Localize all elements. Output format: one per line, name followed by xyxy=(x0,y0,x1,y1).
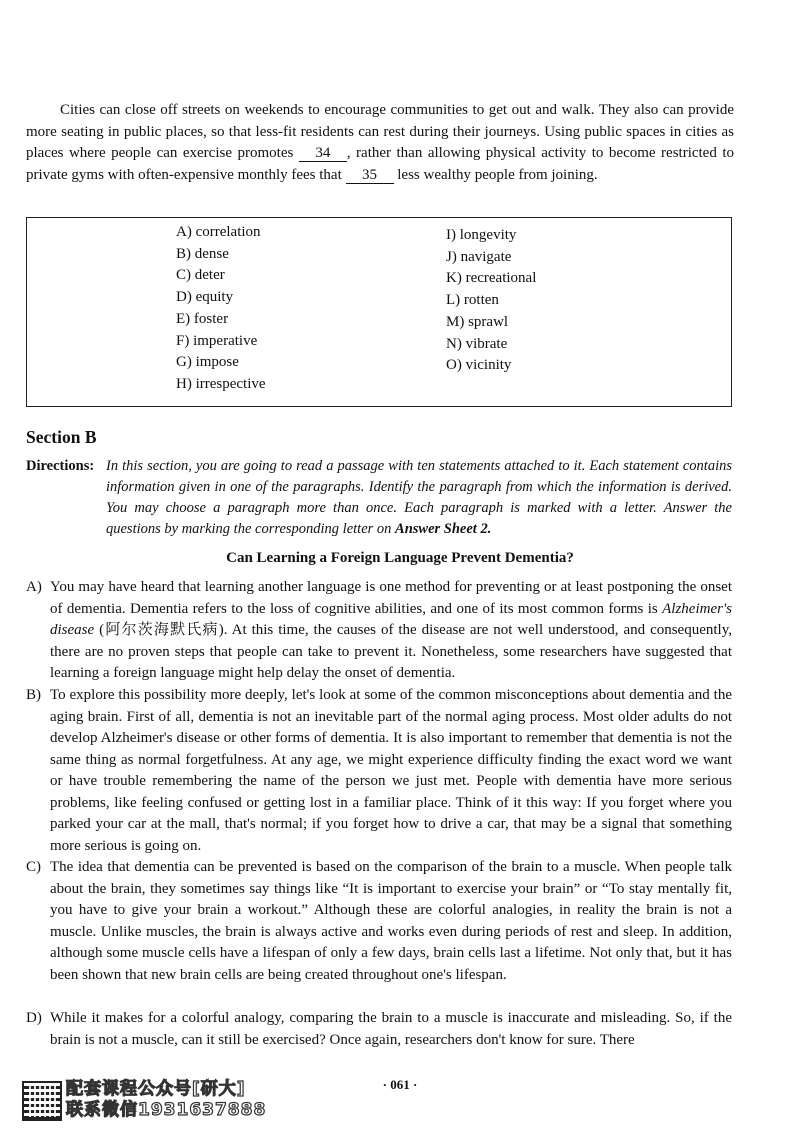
blank-35: 35 xyxy=(346,167,394,184)
word-option: F) imperative xyxy=(176,332,258,349)
alzheimers-term: Alzheimer's disease xyxy=(50,600,732,638)
paragraph-letter: B) xyxy=(26,687,41,703)
word-option: G) impose xyxy=(176,354,239,371)
paragraph-c xyxy=(26,857,732,986)
word-option: I) longevity xyxy=(446,227,517,243)
word-option: K) recreational xyxy=(446,270,537,287)
word-option: A) correlation xyxy=(176,224,261,240)
word-option: J) navigate xyxy=(446,248,512,265)
intro-paragraph xyxy=(26,100,734,186)
intro-text-3: less wealthy people from joining. xyxy=(393,166,598,183)
word-option: B) dense xyxy=(176,245,229,262)
word-option: H) irrespective xyxy=(176,375,266,392)
intro-text-2: , rather than allowing physical activity to become restricted to private gyms with often-expensive monthly fees that xyxy=(26,145,734,183)
paragraph-text: To explore this possibility more deeply, let's look at some of the common misconceptions about dementia and the aging brain. First of all, dementia is not an inevitable part of the normal aging process. Most older adults do not develop Alzheimer's disease or other forms of dementia. It is also important to remember that dementia is not the same thing as normal forgetfulness. At any age, we might experience difficulty finding the exact word we want or have trouble remembering the name of the person we just met. People with dementia have more serious problems, like feeling confused or getting lost in a familiar place. Think of it this way: If you forget where you parked your car at the mall, that's normal; if you forget how to drive a car, that may be a signal that something more serious is going on. xyxy=(50,687,732,854)
word-option: O) vicinity xyxy=(446,357,512,374)
paragraph-d xyxy=(26,1008,732,1051)
directions-body: In this section, you are going to read a passage with ten statements attached to it. Each statement contains information given in one of the paragraphs. Identify the paragraph from which the information is derived. You may choose a paragraph more than once. Each paragraph is marked with a letter. Answer the questions by marking the corresponding letter on xyxy=(106,458,732,537)
word-bank-left-column xyxy=(176,222,266,396)
passage-title: Can Learning a Foreign Language Prevent Dementia? xyxy=(226,550,574,566)
watermark-line-2: 联系微信1931637888 xyxy=(66,1100,267,1120)
paragraph-letter: C) xyxy=(26,859,41,875)
section-title: Section B xyxy=(26,427,97,447)
paragraph-text: While it makes for a colorful analogy, comparing the brain to a muscle is inaccurate and misleading. So, if the brain is not a muscle, can it still be exercised? Once again, researchers don't know for sure. There xyxy=(50,1010,732,1048)
directions xyxy=(26,456,732,540)
paragraph-a xyxy=(26,577,732,685)
page-number: · 061 · xyxy=(382,1077,418,1092)
word-option: M) sprawl xyxy=(446,313,509,330)
watermark-line-1: 配套课程公众号[研大] xyxy=(66,1079,246,1099)
blank-34: 34 xyxy=(299,145,347,162)
paragraph-text xyxy=(50,577,732,685)
paragraph-a-text-1: You may have heard that learning another language is one method for preventing or at least postponing the onset of dementia. Dementia refers to the loss of cognitive abilities, and one of its most common forms is xyxy=(50,579,732,617)
paragraph-b xyxy=(26,685,732,857)
word-option: N) vibrate xyxy=(446,335,508,352)
paragraph-letter: A) xyxy=(26,579,42,595)
intro-text-1: Cities can close off streets on weekends to encourage communities to get out and walk. They also can provide more seating in public places, so that less-fit residents can rest during their journeys. Using public spaces in cities as places where people can exercise promotes xyxy=(26,102,734,161)
word-bank-box xyxy=(26,217,732,407)
word-option: E) foster xyxy=(176,310,229,327)
word-option: L) rotten xyxy=(446,292,499,309)
directions-answer-sheet: Answer Sheet 2. xyxy=(395,521,492,537)
directions-label: Directions: xyxy=(26,458,95,474)
paragraph-letter: D) xyxy=(26,1010,42,1026)
word-option: C) deter xyxy=(176,267,225,284)
paragraph-text: The idea that dementia can be prevented is based on the comparison of the brain to a muscle. When people talk about the brain, they sometimes say things like “It is important to exercise your brain” or “To stay mentally fit, you have to give your brain a workout.” Although these are colorful analogies, in reality the brain is not a muscle. Unlike muscles, the brain is always active and works even during periods of rest and sleep. In addition, although some muscle cells have a lifespan of only a few days, brain cells last a lifetime. Not only that, but it has been shown that new brain cells are being created throughout one's lifespan. xyxy=(50,859,732,983)
word-bank-right-column xyxy=(446,225,536,377)
directions-text xyxy=(106,456,732,540)
word-option: D) equity xyxy=(176,289,234,306)
paragraph-a-text-2: (阿尔茨海默氏病). At this time, the causes of the disease are not well understood, and consequently, there are no proven steps that people can take to prevent it. Nonetheless, some researchers have suggested that learning a foreign language might help delay the onset of dementia. xyxy=(50,622,732,681)
